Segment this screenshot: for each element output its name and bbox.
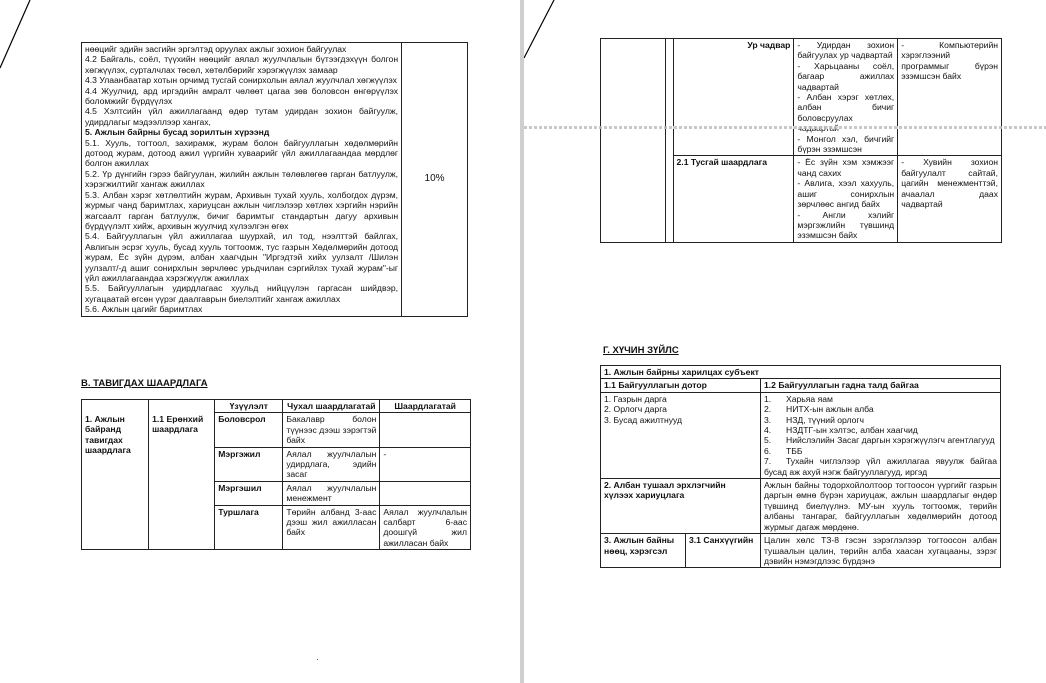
duties-table [81, 42, 468, 317]
skill-item: - Харьцааны соёл, багаар ажиллах чадвартай [797, 60, 895, 92]
duty-line: 5.6. Ажлын цагийг баримтлах [85, 304, 203, 315]
req-required [380, 413, 471, 447]
percent-cell: 10% [402, 43, 468, 317]
factors-title: 1. Ажлын байрны харилцах субъект [601, 366, 1001, 379]
req-critical: Аялал жуулчлалын менежмент [283, 481, 380, 505]
speck: · [316, 655, 319, 664]
duty-line: 5.2. Үр дүнгийн гэрээ байгуулан, жилийн ажлын төлөвлөгөө гарган батлуулж, хэрэгжилтийг хангаж ажиллах [85, 168, 399, 190]
special-critical [794, 156, 898, 242]
list-item: 5. Нийслэлийн Засаг даргын хэрэгжүүлэгч агентлагууд [764, 435, 995, 446]
duty-line: 5.4. Байгууллагын үйл ажиллагаа шуурхай, ил тод, нээлттэй байлгах, Авлигын эсрэг хууль, бусад хууль тогтоомж, тус газрын Хөдөлмөрийн дотоод журам, Ёс зүйн дүрэм, албан хаагчдын "Иргэдтэй хийх уулзалт /Шилэн уулзалт/-д ашиг сонирхлын зөрчлөөс урьдчилан сэргийлэх тухай журам"-ыг үйл ажиллагаандаа хэрэгжүүлж ажиллах [85, 231, 399, 283]
outside-list [761, 392, 1001, 478]
section2-text: Ажлын байны тодорхойлолтоор тогтоосон үүргийг газрын даргын өмнө бүрэн хариуцаж, ажлын шаардлагыг өндөр түвшинд биелүүлнэ. МУ-ын хууль тогтоомж, төрийн албаны тангараг, байгууллагын хөдөлмөрийн дотоод журмыг дагаж мөрдөнө. [761, 479, 1001, 534]
duty-line: 4.4 Жуулчид, ард иргэдийн амралт чөлөөт цагаа зөв боловсон өнгөрүүлэх боломжийг бүрдүүлэх [85, 85, 399, 107]
section2-label: 2. Албан тушаал эрхлэгчийн хүлээх хариуцлага [601, 479, 761, 534]
col-header-critical: Чухал шаардлагатай [283, 400, 380, 413]
req-critical: Бакалавр болон түүнээс дээш зэрэгтэй байх [283, 413, 380, 447]
skill-item: - Монгол хэл, бичгийг бүрэн эзэмшсэн [797, 133, 895, 155]
req-required: Аялал жуулчлалын салбарт 6-аас доошгүй жил ажилласан байх [380, 505, 471, 550]
list-item: 2. Орлогч дарга [604, 404, 667, 415]
page-corner-mark [524, 0, 564, 70]
list-item: 2. НИТХ-ын ажлын алба [764, 404, 874, 415]
special-required: - Хувийн зохион байгуулалт сайтай, цагийн менежменттэй, ачаалал даах чадвартай [898, 156, 1002, 242]
list-item: 6. ТББ [764, 445, 803, 456]
special-item: - Ёс зүйн хэм хэмжээг чанд сахих [797, 157, 895, 178]
skill-required: - Компьютерийн хэрэглээний программыг бүрэн эзэмшсэн байх [898, 39, 1002, 156]
req-critical: Аялал жуулчлалын удирдлага, эдийн засаг [283, 447, 380, 481]
section-v-heading: В. ТАВИГДАХ ШААРДЛАГА [81, 378, 208, 389]
duty-line: нөөцийг эдийн засгийн эргэлтэд оруулах ажлыг зохион байгуулах [85, 44, 347, 54]
list-item: 1. Харьяа яам [764, 393, 833, 404]
skill-item: - Албан хэрэг хөтлөх, албан бичиг боловсруулах [797, 92, 895, 123]
col-header-indicator: Үзүүлэлт [215, 400, 283, 413]
inside-list [601, 392, 761, 478]
list-item: 1. Газрын дарга [604, 393, 667, 404]
sub-label: 1.1 Ерөнхий шаардлага [149, 413, 215, 550]
req-name: Мэргэшил [215, 481, 283, 505]
right-page [524, 0, 1046, 683]
skill-item: - Удирдан зохион байгуулах ур чадвартай [797, 40, 895, 61]
req-name: Боловсрол [215, 413, 283, 447]
list-item: 3. Бусад ажилтнууд [604, 414, 683, 425]
section3-label: 3. Ажлын байны нөөц, хэрэгсэл [601, 534, 686, 568]
req-name: Мэргэжил [215, 447, 283, 481]
special-label: 2.1 Тусгай шаардлага [673, 156, 794, 242]
skill-critical [794, 39, 898, 156]
row-label: 1. Ажлын байранд тавигдах шаардлага [82, 413, 149, 550]
list-item: 7. Тухайн чиглэлээр үйл ажиллагаа явуулж байгаа бусад аж ахуй нэгж байгууллагууд, иргэд [764, 456, 997, 477]
req-required [380, 481, 471, 505]
section-g-heading: Г. ХҮЧИН ЗҮЙЛС [603, 345, 679, 356]
special-item: - Авлига, хээл хахууль, ашиг сонирхлын зөрчлөөс ангид байх [797, 178, 895, 210]
factors-table [600, 365, 1001, 568]
requirements-table [81, 399, 471, 550]
req-critical: Төрийн албанд 3-аас дээш жил ажилласан байх [283, 505, 380, 550]
left-page [0, 0, 520, 683]
req-name: Туршлага [215, 505, 283, 550]
special-item: - Англи хэлийг мэргэжлийн түвшинд эзэмшсэн байх [797, 209, 895, 241]
req-required: - [380, 447, 471, 481]
list-item: 3. НЗД, түүний орлогч [764, 414, 865, 425]
page-corner-mark [0, 0, 40, 70]
duty-line: 4.2 Байгаль, соёл, түүхийн нөөцийг аялал жуулчлалын бүтээгдэхүүн болгон хөгжүүлэх, сурталчлах төсөл, хөтөлбөрийг хэрэгжүүлэх замаар [85, 54, 399, 75]
list-item: 4. НЗДТГ-ын хэлтэс, албан хаагчид [764, 425, 918, 436]
scan-artifact [524, 126, 1046, 129]
skills-table [600, 38, 1002, 243]
duty-line: 4.5 Хэлтсийн үйл ажиллагаанд өдөр тутам удирдан зохион байгуулж, удирдлагыг мэдээллээр хангах, [85, 106, 399, 127]
skill-label: Ур чадвар [673, 39, 794, 156]
duty-line: 4.3 Улаанбаатар хотын орчимд тусгай сонирхолын аялал жуулчлал хөгжүүлэх [85, 75, 397, 86]
inside-header: 1.1 Байгууллагын дотор [601, 379, 761, 392]
outside-header: 1.2 Байгууллагын гадна талд байгаа [761, 379, 1001, 392]
duty-line: 5.1. Хууль, тогтоол, захирамж, журам болон байгууллагын хөдөлмөрийн дотоод журам, дотоод ажил үүргийн хуваарийг үйл ажиллагаандаа мөрдлөг болгон ажиллах [85, 137, 399, 169]
section3-sub: 3.1 Санхүүгийн [686, 534, 761, 568]
duties-cell [82, 43, 402, 317]
col-header-required: Шаардлагатай [380, 400, 471, 413]
section3-text: Цалин хөлс ТЗ-8 гэсэн зэрэглэлээр тогтоосон албан тушаалын цалин, төрийн алба хаасан хугацааны, зэрэг дэвийн нэмэгдлээс бүрдэнэ [761, 534, 1001, 568]
duty-line: 5.5. Байгууллагын удирдлагаас хуульд нийцүүлэн гаргасан шийдвэр, хугацаатай өгсөн үүрэг даалгаврын биелэлтийг хангаж ажиллах [85, 283, 399, 304]
section-heading: 5. Ажлын байрны бусад зорилтын хүрээнд [85, 127, 270, 138]
duty-line: 5.3. Албан хэрэг хөтлөлтийн журам, Архивын тухай хууль, холбогдох дүрэм, журмыг чанд баримтлах, хариуцсан ажлын чиглэлээр хөтлөх хэргийн нэрийн жагсаалт гарган батлуулж, бичиг баримтыг стандартын дагуу архивын бүрдүүлэлт хийж, архивын жуулчид хүлээлгэн өгөх [85, 189, 399, 231]
